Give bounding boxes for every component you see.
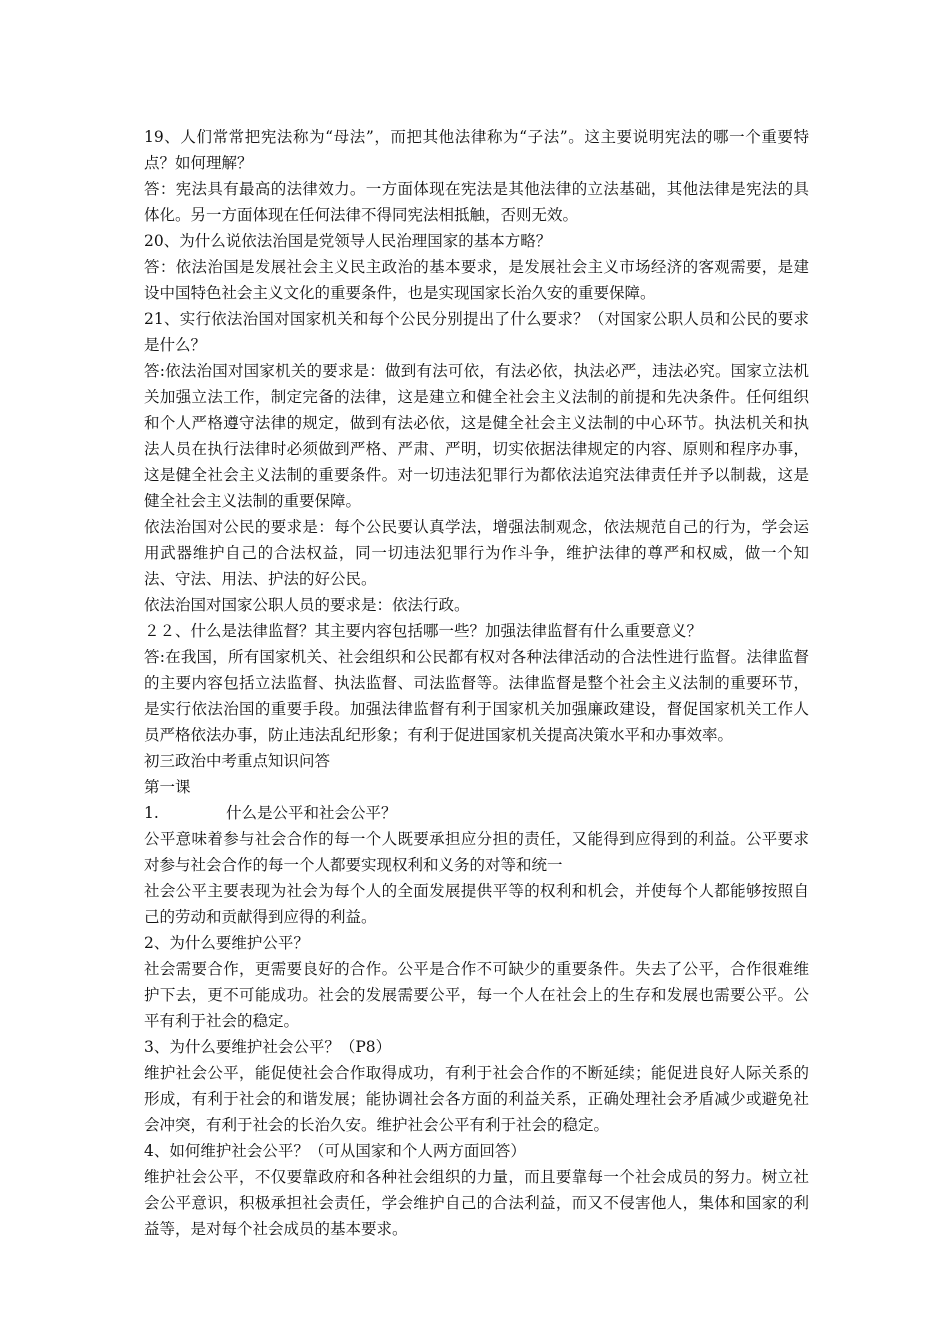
question-number: 1. <box>144 804 159 822</box>
question-text: 什么是公平和社会公平？ <box>226 804 397 822</box>
lesson-question-1 <box>144 800 809 826</box>
document-page <box>144 124 809 1242</box>
answer-19: 答：宪法具有最高的法律效力。一方面体现在宪法是其他法律的立法基础，其他法律是宪法的具体化。另一方面体现在任何法律不得同宪法相抵触，否则无效。 <box>144 180 809 224</box>
answer-4: 维护社会公平，不仅要靠政府和各种社会组织的力量，而且要靠每一个社会成员的努力。树立社会公平意识，积极承担社会责任，学会维护自己的合法利益，而又不侵害他人，集体和国家的利益等，是对每个社会成员的基本要求。 <box>144 1168 809 1238</box>
question-20: 20、为什么说依法治国是党领导人民治理国家的基本方略？ <box>144 232 552 250</box>
lesson-question-3: 3、为什么要维护社会公平？（P8） <box>144 1038 392 1056</box>
answer-21-state-organs: 答:依法治国对国家机关的要求是：做到有法可依，有法必依，执法必严，违法必究。国家立法机关加强立法工作，制定完备的法律，这是建立和健全社会主义法制的前提和先决条件。任何组织和个人严格遵守法律的规定，做到有法必依，这是健全社会主义法制的中心环节。执法机关和执法人员在执行法律时必须做到严格、严肃、严明，切实依据法律规定的内容、原则和程序办事，这是健全社会主义法制的重要条件。对一切违法犯罪行为都依法追究法律责任并予以制裁，这是健全社会主义法制的重要保障。 <box>144 362 809 510</box>
answer-1-social-fairness: 社会公平主要表现为社会为每个人的全面发展提供平等的权利和机会，并使每个人都能够按照自己的劳动和贡献得到应得的利益。 <box>144 882 809 926</box>
answer-22: 答:在我国，所有国家机关、社会组织和公民都有权对各种法律活动的合法性进行监督。法律监督的主要内容包括立法监督、执法监督、司法监督等。法律监督是整个社会主义法制的重要环节，是实行依法治国的重要手段。加强法律监督有利于国家机关加强廉政建设，督促国家机关工作人员严格依法办事，防止违法乱纪形象；有利于促进国家机关提高决策水平和办事效率。 <box>144 648 809 744</box>
answer-21-citizens: 依法治国对公民的要求是：每个公民要认真学法，增强法制观念，依法规范自己的行为，学会运用武器维护自己的合法权益，同一切违法犯罪行为作斗争，维护法律的尊严和权威，做一个知法、守法、用法、护法的好公民。 <box>144 518 809 588</box>
answer-1-fairness: 公平意味着参与社会合作的每一个人既要承担应分担的责任，又能得到应得到的利益。公平要求对参与社会合作的每一个人都要实现权利和义务的对等和统一 <box>144 830 809 874</box>
answer-20: 答：依法治国是发展社会主义民主政治的基本要求，是发展社会主义市场经济的客观需要，是建设中国特色社会主义文化的重要条件，也是实现国家长治久安的重要保障。 <box>144 258 809 302</box>
lesson-title: 第一课 <box>144 778 191 796</box>
answer-3: 维护社会公平，能促使社会合作取得成功，有利于社会合作的不断延续；能促进良好人际关系的形成，有利于社会的和谐发展；能协调社会各方面的利益关系，正确处理社会矛盾减少或避免社会冲突，有利于社会的长治久安。维护社会公平有利于社会的稳定。 <box>144 1064 809 1134</box>
answer-21-officials: 依法治国对国家公职人员的要求是：依法行政。 <box>144 596 470 614</box>
section-title: 初三政治中考重点知识问答 <box>144 752 331 770</box>
question-19: 19、人们常常把宪法称为“母法”，而把其他法律称为“子法”。这主要说明宪法的哪一个重要特点？如何理解？ <box>144 128 809 172</box>
lesson-question-2: 2、为什么要维护公平？ <box>144 934 309 952</box>
answer-2: 社会需要合作，更需要良好的合作。公平是合作不可缺少的重要条件。失去了公平，合作很难维护下去，更不可能成功。社会的发展需要公平，每一个人在社会上的生存和发展也需要公平。公平有利于社会的稳定。 <box>144 960 809 1030</box>
question-21: 21、实行依法治国对国家机关和每个公民分别提出了什么要求？（对国家公职人员和公民的要求是什么？ <box>144 310 809 354</box>
question-22: ２２、什么是法律监督？其主要内容包括哪一些？加强法律监督有什么重要意义？ <box>144 622 703 640</box>
lesson-question-4: 4、如何维护社会公平？（可从国家和个人两方面回答） <box>144 1142 526 1160</box>
